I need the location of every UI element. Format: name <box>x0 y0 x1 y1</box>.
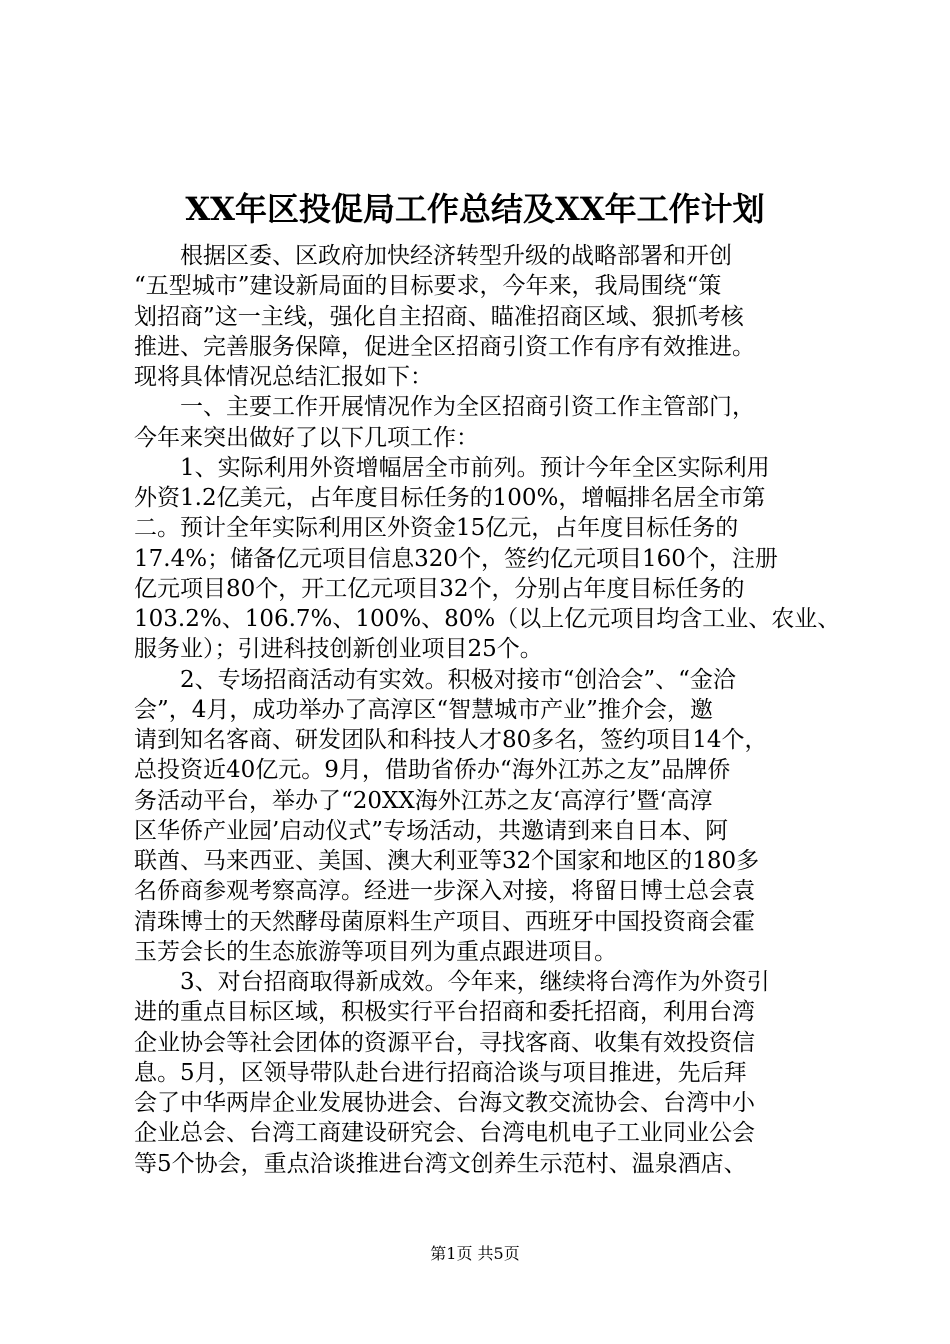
body-text-line: 2、专场招商活动有实效。积极对接市“创洽会”、“金洽 <box>134 666 736 693</box>
body-text-line: 会”，4月，成功举办了高淳区“智慧城市产业”推介会，邀 <box>134 696 713 723</box>
body-text-line: 现将具体情况总结汇报如下： <box>134 364 433 390</box>
document-body <box>134 241 841 1179</box>
body-text-line: 服务业）；引进科技创新创业项目25个。 <box>134 636 543 663</box>
body-text-line: 企业协会等社会团体的资源平台，寻找客商、收集有效投资信 <box>134 1029 755 1056</box>
body-text-line: 总投资近40亿元。9月，借助省侨办“海外江苏之友”品牌侨 <box>134 757 731 784</box>
body-text-line: 3、对台招商取得新成效。今年来，继续将台湾作为外资引 <box>134 969 770 995</box>
body-text-line: 103.2%、106.7%、100%、80%（以上亿元项目均含工业、农业、 <box>134 606 841 632</box>
body-text-line: 会了中华两岸企业发展协进会、台海文教交流协会、台湾中小 <box>134 1090 755 1116</box>
body-text-line: 今年来突出做好了以下几项工作： <box>134 424 479 451</box>
body-text-line: 息。5月，区领导带队赴台进行招商洽谈与项目推进，先后拜 <box>134 1059 747 1086</box>
body-text-line: 区华侨产业园’启动仪式”专场活动，共邀请到来自日本、阿 <box>134 817 729 844</box>
body-text-line: 企业总会、台湾工商建设研究会、台湾电机电子工业同业公会 <box>134 1120 755 1147</box>
body-text-line: 推进、完善服务保障，促进全区招商引资工作有序有效推进。 <box>134 333 755 360</box>
body-text-line: 外资1.2亿美元，占年度目标任务的100%，增幅排名居全市第 <box>134 485 766 511</box>
body-text-line: 进的重点目标区域，积极实行平台招商和委托招商，利用台湾 <box>134 999 755 1026</box>
body-text-line: 玉芳会长的生态旅游等项目列为重点跟进项目。 <box>134 938 617 965</box>
body-text-line: 等5个协会，重点洽谈推进台湾文创养生示范村、温泉酒店、 <box>134 1150 747 1177</box>
body-text-line: 请到知名客商、研发团队和科技人才80多名，签约项目14个， <box>134 727 768 753</box>
document-title: XX年区投促局工作总结及XX年工作计划 <box>185 190 765 228</box>
body-text-line: 清珠博士的天然酵母菌原料生产项目、西班牙中国投资商会霍 <box>134 908 755 935</box>
body-text-line: 划招商”这一主线，强化自主招商、瞄准招商区域、狠抓考核 <box>134 303 744 330</box>
body-text-line: 根据区委、区政府加快经济转型升级的战略部署和开创 <box>134 243 732 269</box>
body-text-line: 名侨商参观考察高淳。经进一步深入对接，将留日博士总会袁 <box>134 878 755 905</box>
body-text-line: 亿元项目80个，开工亿元项目32个，分别占年度目标任务的 <box>134 575 745 602</box>
page-footer: 第1页 共5页 <box>430 1244 520 1263</box>
body-text-line: “五型城市”建设新局面的目标要求，今年来，我局围绕“策 <box>134 273 722 300</box>
body-text-line: 联酋、马来西亚、美国、澳大利亚等32个国家和地区的180多 <box>134 848 760 874</box>
body-text-line: 务活动平台，举办了“20XX海外江苏之友‘高淳行’暨‘高淳 <box>134 787 713 814</box>
body-text-line: 一、主要工作开展情况作为全区招商引资工作主管部门， <box>134 394 755 421</box>
body-text-line: 二。预计全年实际利用区外资金15亿元，占年度目标任务的 <box>134 515 739 542</box>
body-text-line: 17.4%；储备亿元项目信息320个，签约亿元项目160个，注册 <box>134 545 778 572</box>
body-text-line: 1、实际利用外资增幅居全市前列。预计今年全区实际利用 <box>134 454 770 481</box>
